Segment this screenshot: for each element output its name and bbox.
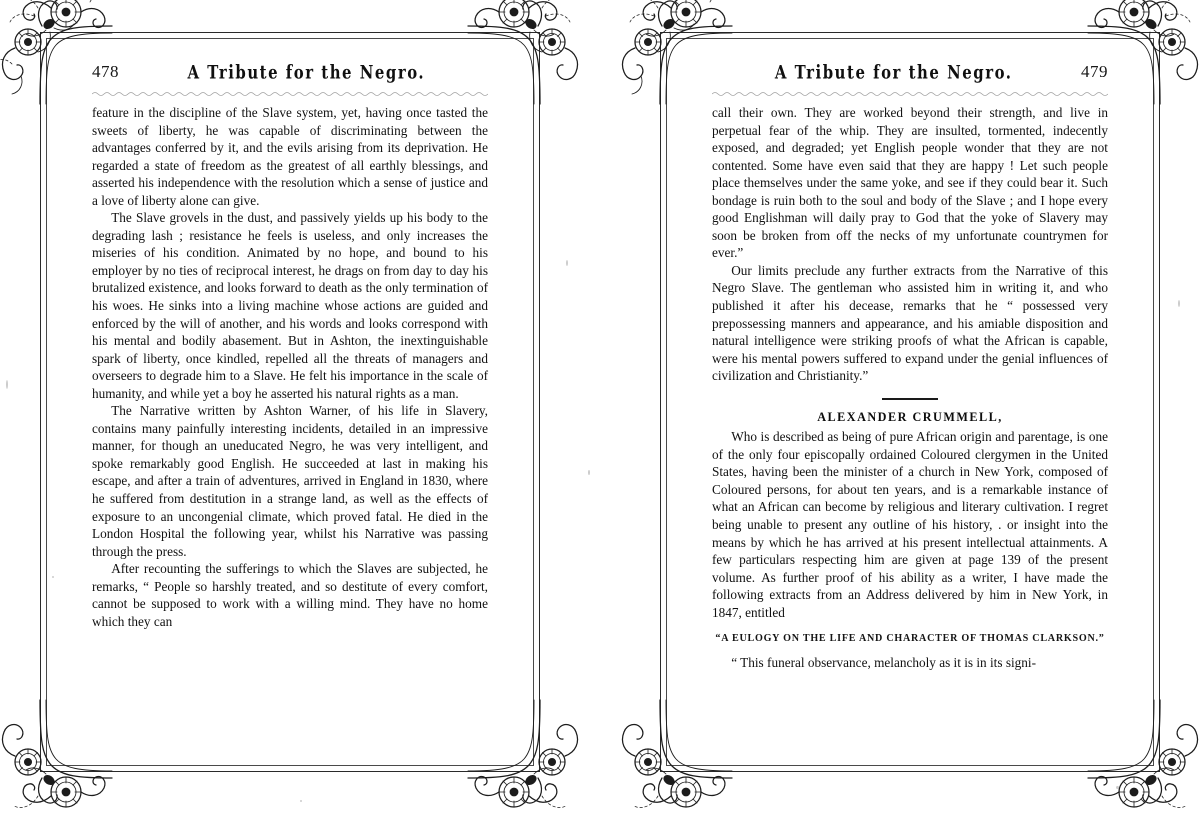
text-block-left [92, 58, 488, 630]
ornamental-frame-left [40, 32, 540, 772]
book-title-left: A Tribute for the Negro. [187, 61, 426, 84]
paragraph: call their own. They are worked beyond their strength, and live in perpetual fear of the whip. They are insulted, tormented, indecently exposed, and degraded; yet English people wonder that they are not contented. Some have even said that they are happy ! Let such people place themselves under the same yoke, and see if they could bear it. Such bondage is ruin both to the soul and body of the Slave ; and I hope every good Englishman will daily pray to God that the yoke of Slavery may soon be broken from off the necks of my unfortunate countrymen for ever.” [712, 105, 1108, 261]
paragraph: Who is described as being of pure African origin and parentage, is one of the only four episcopally ordained Coloured clergymen in the United States, having been the minister of a church in New York, composed of Coloured persons, for about ten years, and is a remarkable instance of what an African can become by religious and literary cultivation. I regret being unable to present any outline of his history, . or insight into the means by which he has arrived at his present intellectual attainments. A few particulars respecting him are given at page 139 of the present volume. As further proof of his ability as a writer, I have made the following extracts from an Address delivered by him in New York, in 1847, entitled [712, 429, 1108, 620]
paragraph: The Narrative written by Ashton Warner, of his life in Slavery, contains many painfully interesting incidents, detailed in an impressive manner, for though an uneducated Negro, he was very intelligent, and spoke remarkably good English. He succeeded at last in making his escape, and after a train of adventures, arrived in England in 1830, where he suffered from destitution in a strange land, as well as the effects of exposure to an uncongenial climate, which proved fatal. He died in the London Hospital the following year, whilst his Narrative was passing through the press. [92, 403, 488, 559]
body-column-left [92, 104, 488, 630]
ornamental-frame-right [660, 32, 1160, 772]
paragraph: feature in the discipline of the Slave system, yet, having once tasted the sweets of liberty, he was capable of discriminating between the advantages conferred by it, and the evils arising from its deprivation. He regarded a state of freedom as the greatest of all earthly blessings, and asserted his independence with the resolution which a sense of justice and a love of liberty alone can give. [92, 105, 488, 208]
running-head-right [712, 58, 1108, 88]
quoted-address-title: “A EULOGY ON THE LIFE AND CHARACTER OF THOMAS CLARKSON.” [715, 633, 1105, 645]
section-divider-rule [882, 398, 938, 400]
head-wavy-rule [92, 90, 488, 97]
text-block-right [712, 58, 1108, 671]
body-column-right [712, 104, 1108, 671]
section-heading: ALEXANDER CRUMMELL, [817, 409, 1003, 424]
paragraph: “ This funeral observance, melancholy as it is in its signi- [731, 654, 1037, 670]
page-left [0, 0, 600, 816]
paragraph: After recounting the sufferings to which the Slaves are subjected, he remarks, “ People so harshly treated, and so destitute of every comfort, cannot be supposed to work with a willing mind. They have no home which they can [92, 561, 488, 629]
paragraph: The Slave grovels in the dust, and passively yields up his body to the degrading lash ; resistance he feels is useless, and only increases the miseries of his condition. Animated by no hope, and bound to his employer by no ties of reciprocal interest, he drags on from day to day his brutalized existence, and looks forward to death as the only termination of his woes. He sinks into a living machine whose actions are guided and enforced by the will of another, and his words and looks correspond with his mental and bodily abasement. But in Ashton, the inextinguishable spark of liberty, once kindled, repelled all the threats of managers and overseers to degrade him to a Slave. He felt his importance in the scale of humanity, and while yet a boy he asserted his natural rights as a man. [92, 210, 488, 401]
head-wavy-rule [712, 90, 1108, 97]
book-title-right: A Tribute for the Negro. [774, 61, 1013, 84]
paragraph: Our limits preclude any further extracts from the Narrative of this Negro Slave. The gentleman who assisted him in writing it, and who published it after his decease, remarks that he “ possessed very prepossessing manners and appearance, and his amiable disposition and natural intelligence were striking proofs of what the African is capable, were his mental powers suffered to expand under the genial influences of civilization and Christianity.” [712, 262, 1108, 384]
page-number-right: 479 [1081, 62, 1108, 81]
page-number-left: 478 [92, 62, 119, 81]
page-right [600, 0, 1200, 816]
running-head-left [92, 58, 488, 88]
